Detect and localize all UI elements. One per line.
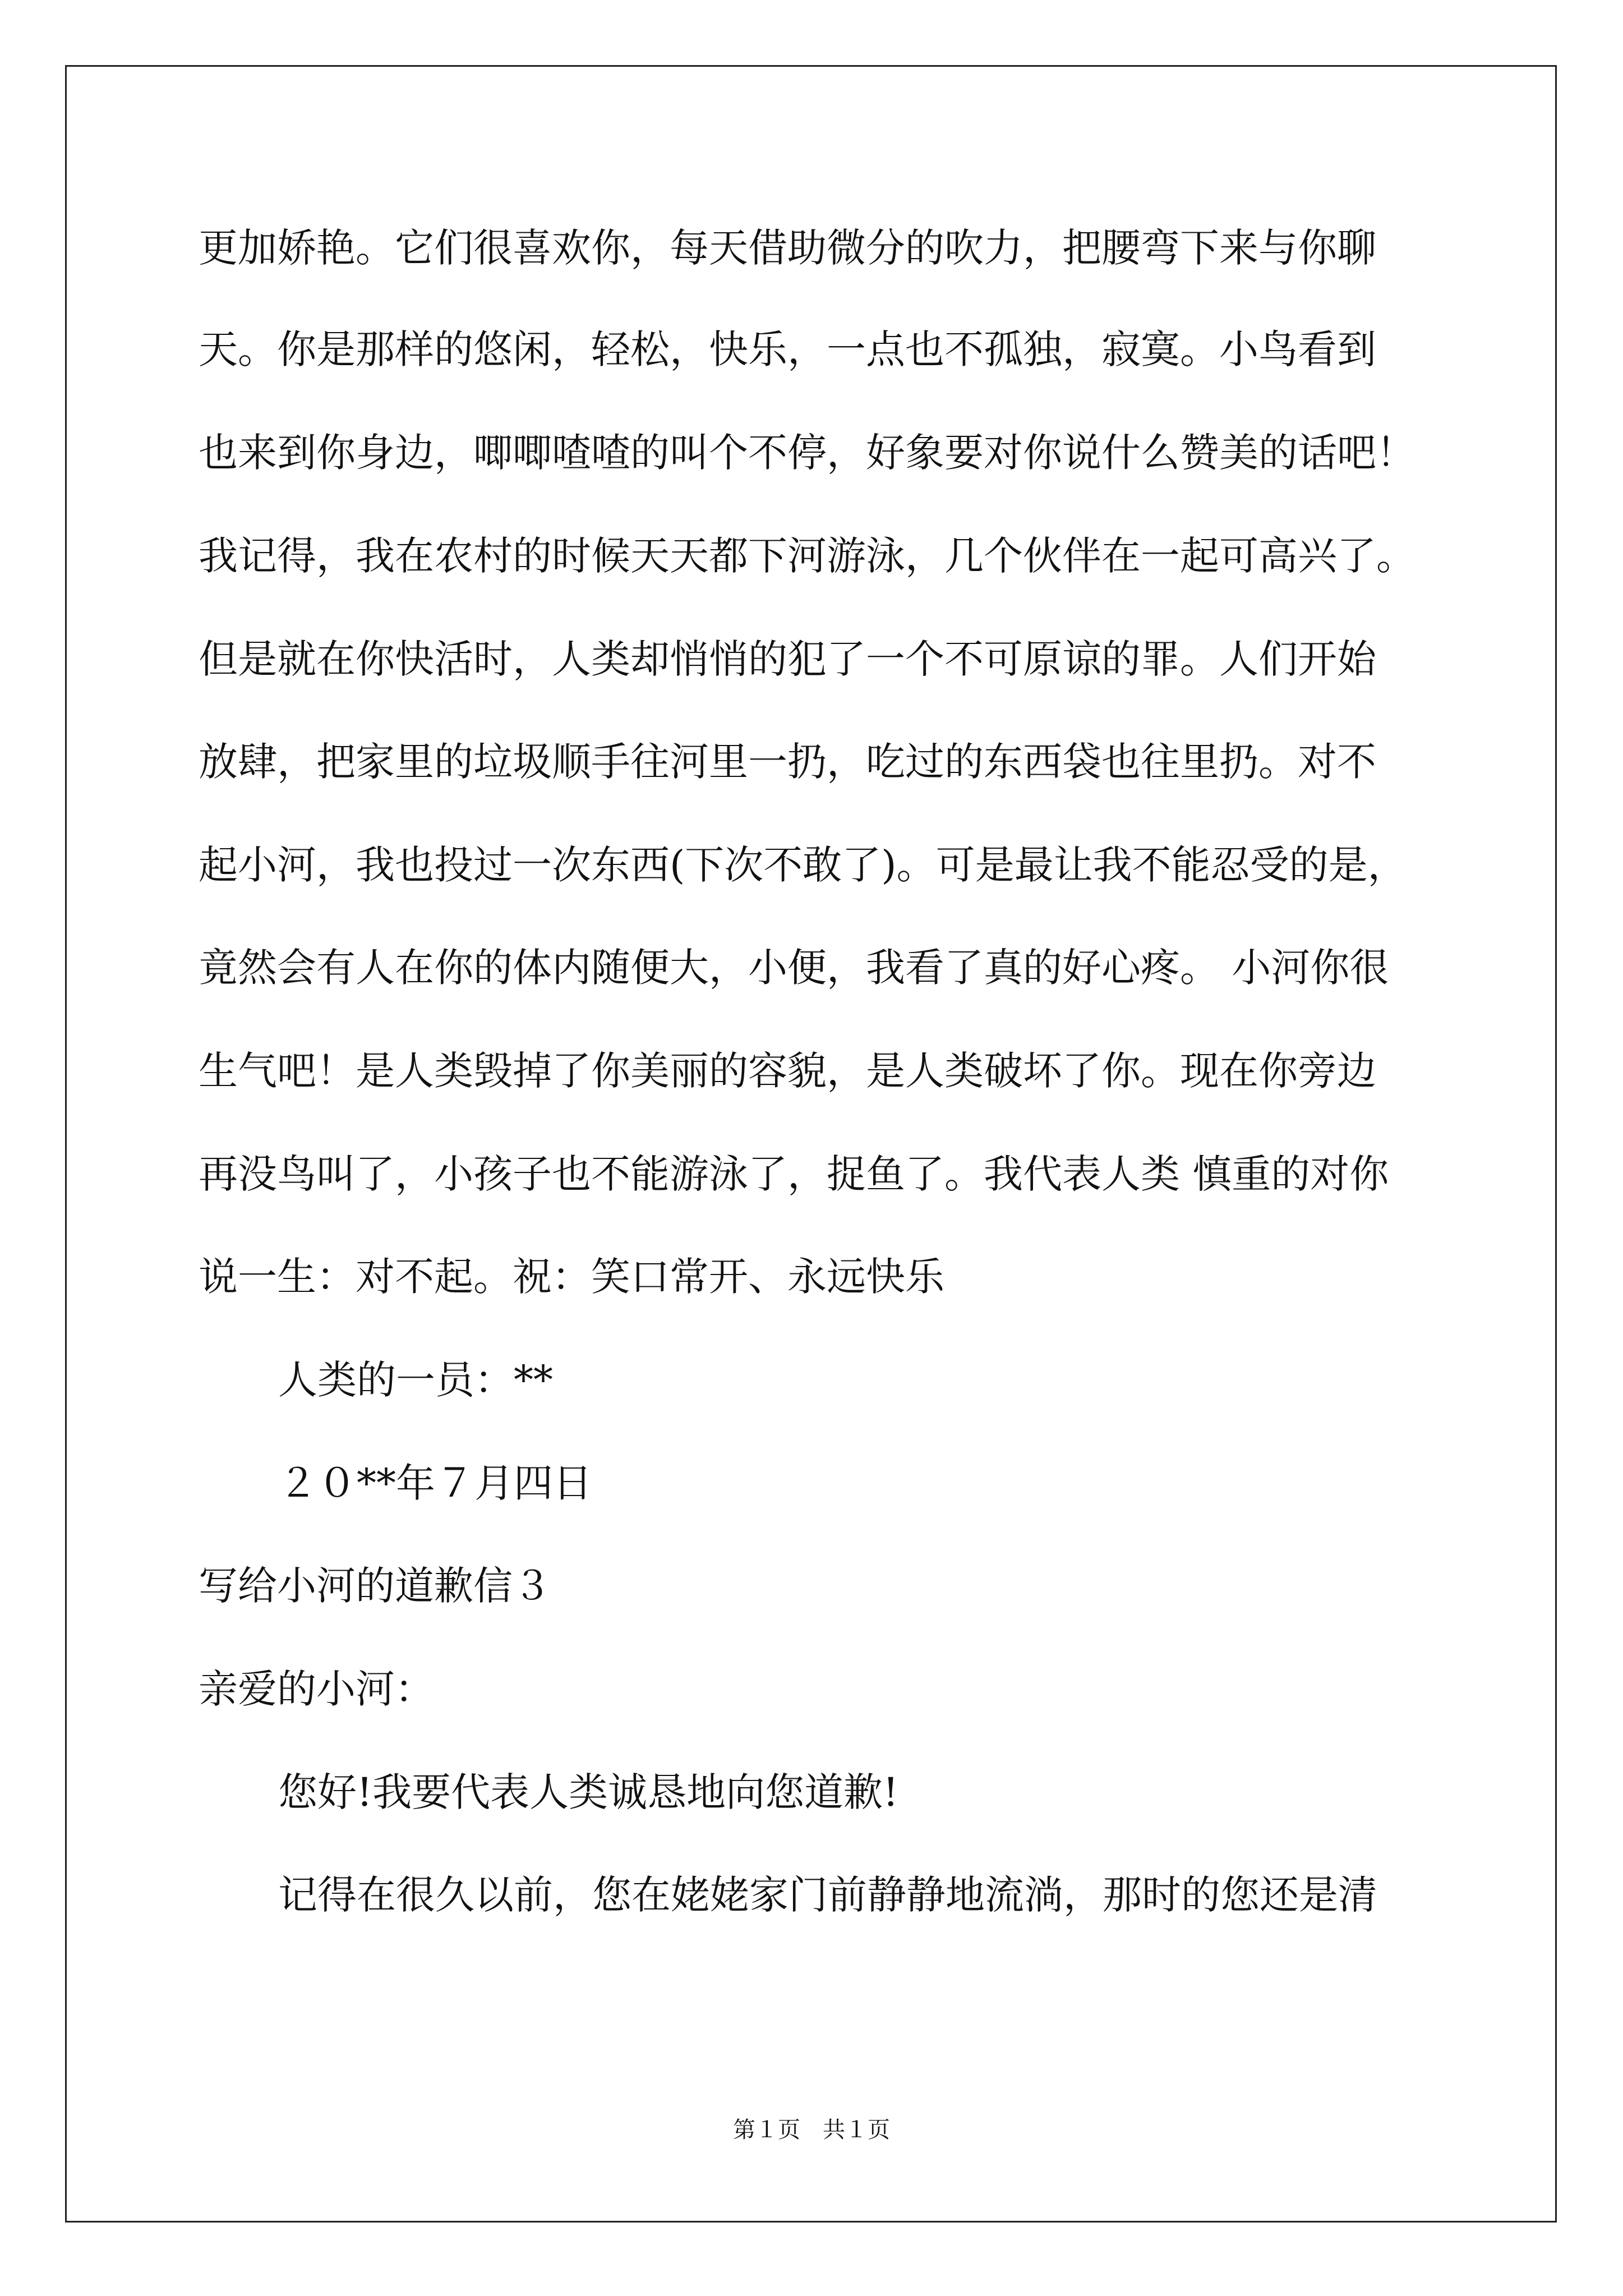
body-line-8: 竟然会有人在你的体内随便大，小便，我看了真的好心疼。 小河你很 xyxy=(199,945,1389,991)
body-line-2: 天。你是那样的悠闲，轻松，快乐，一点也不孤独，寂寞。小鸟看到 xyxy=(199,326,1376,372)
salutation: 亲爱的小河： xyxy=(199,1666,434,1712)
body-line-1: 更加娇艳。它们很喜欢你，每天借助微分的吹力，把腰弯下来与你聊 xyxy=(199,225,1376,271)
signature: 人类的一员：** xyxy=(278,1357,553,1403)
section-title: 写给小河的道歉信３ xyxy=(199,1563,552,1609)
body-line-7: 起小河，我也投过一次东西(下次不敢了)。可是最让我不能忍受的是， xyxy=(199,842,1407,888)
paragraph-1: 您好!我要代表人类诚恳地向您道歉! xyxy=(278,1769,899,1815)
body-line-4: 我记得，我在农村的时候天天都下河游泳，几个伙伴在一起可高兴了。 xyxy=(199,533,1415,579)
body-line-10: 再没鸟叫了，小孩子也不能游泳了，捉鱼了。我代表人类 慎重的对你 xyxy=(199,1151,1389,1197)
body-line-6: 放肆，把家里的垃圾顺手往河里一扔，吃过的东西袋也往里扔。对不 xyxy=(199,739,1376,785)
body-line-11: 说一生：对不起。祝：笑口常开、永远快乐 xyxy=(199,1254,944,1300)
body-line-5: 但是就在你快活时，人类却悄悄的犯了一个不可原谅的罪。人们开始 xyxy=(199,636,1376,682)
paragraph-2-line: 记得在很久以前，您在姥姥家门前静静地流淌，那时的您还是清 xyxy=(278,1872,1377,1918)
page-footer: 第１页 共１页 xyxy=(733,2117,890,2143)
date-line: ２０**年７月四日 xyxy=(278,1460,592,1506)
body-line-9: 生气吧！是人类毁掉了你美丽的容貌，是人类破坏了你。现在你旁边 xyxy=(199,1048,1376,1094)
body-line-3: 也来到你身边，唧唧喳喳的叫个不停，好象要对你说什么赞美的话吧！ xyxy=(199,430,1415,476)
